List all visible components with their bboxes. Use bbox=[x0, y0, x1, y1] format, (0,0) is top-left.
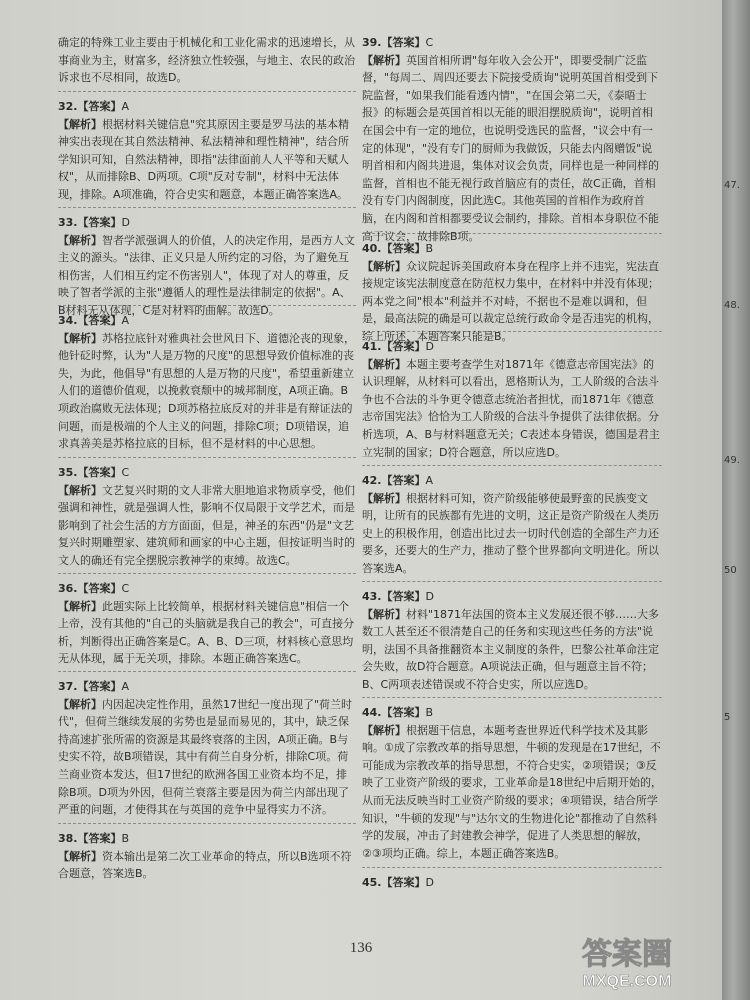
question-number: 33. bbox=[58, 216, 78, 229]
answer-value: A bbox=[121, 314, 130, 327]
analysis-label: 【解析】 bbox=[58, 849, 102, 863]
question-number: 32. bbox=[58, 100, 78, 113]
divider bbox=[58, 573, 356, 574]
answer-value: D bbox=[121, 216, 130, 229]
analysis-label: 【解析】 bbox=[58, 483, 102, 497]
answer-label: 【答案】 bbox=[381, 340, 426, 353]
answer-label: 【答案】 bbox=[77, 100, 122, 113]
divider bbox=[58, 823, 356, 824]
analysis-text: 苏格拉底针对雅典社会世风日下、道德沦丧的现象，他针砭时弊，认为"人是万物的尺度"的思想导致价值标准的丧失，为此，他倡导"有思想的人是万物的尺度"，希望重新建立人们的道德价值观，以挽救衰颓中的城邦制度，A项正确。B项政治腐败无法体现；D项苏格拉底反对的并非是有辩证法的问题，而是极端的个人主义的问题，排除C项；D项错误，追求真善美是苏格拉底的目标，但不是材料的中心思想。 bbox=[58, 331, 355, 451]
edge-mark: 49. bbox=[724, 455, 740, 466]
analysis-text: 资本输出是第二次工业革命的特点，所以B选项不符合题意，答案选B。 bbox=[58, 849, 352, 881]
analysis-label: 【解析】 bbox=[58, 117, 102, 131]
analysis-text: 本题主要考查学生对1871年《德意志帝国宪法》的认识理解，从材料可以看出，恩格斯认为，工人阶级的合法斗争也不合法的斗争更令德意志统治者担忧，而1871年《德意志帝国宪法》恰恰为工人阶级的合法斗争提供了法律依据。分析选项，A、B与材料题意无关；C表述本身错误，德国是君主立宪制的国家；D符合题意，所以应选D。 bbox=[362, 357, 660, 459]
analysis-text: 根据题干信息，本题考查世界近代科学技术及其影响。①成了宗教改革的指导思想，牛顿的发现是在17世纪，不可能成为宗教改革的指导思想，不符合史实，②项错误；③反映了工业资产阶级的要求，工业革命是18世纪中后期开始的，从而无法反映当时工业资产阶级的要求；④项错误，结合所学知识，"牛顿的发现"与"达尔文的生物进化论"都推动了自然科学的发展，冲击了封建教会神学，促进了人类思想的解放，②③项均正确。综上，本题正确答案选B。 bbox=[362, 723, 662, 860]
answer-label: 【答案】 bbox=[381, 876, 426, 889]
left-column bbox=[58, 0, 356, 884]
question-number: 40. bbox=[362, 242, 382, 255]
analysis-text: 此题实际上比较简单，根据材料关键信息"相信一个上帝，没有其他的"自己的头脑就是我自己的教会"，可直接分析，判断得出正确答案是C。A、B、D三项，材料核心意思均无从体现，属于无关项，排除。本题正确答案选C。 bbox=[58, 599, 355, 666]
question-number: 42. bbox=[362, 474, 382, 487]
page-number: 136 bbox=[349, 940, 373, 956]
answer-entry-43 bbox=[362, 588, 662, 694]
analysis-label: 【解析】 bbox=[362, 53, 406, 67]
answer-label: 【答案】 bbox=[77, 582, 122, 595]
divider bbox=[58, 671, 356, 672]
answer-value: A bbox=[121, 680, 130, 693]
analysis-label: 【解析】 bbox=[58, 599, 102, 613]
analysis-label: 【解析】 bbox=[362, 259, 406, 273]
continued-text: 确定的特殊工业主要由于机械化和工业化需求的迅速增长，从事商业为主，财富多，经济独立性较强，与地主、农民的政治诉求也不尽相同，故选D。 bbox=[58, 36, 355, 85]
question-number: 39. bbox=[362, 36, 382, 49]
analysis-text: 众议院起诉美国政府本身在程序上并不违宪，宪法直接规定该宪法制度意在防范权力集中，在材料中并没有体现；两本党之间"根本"利益并不对峙，不据也不是难以调和，但是，最高法院的确是可以裁定总统行政命令是否违宪的机构，综上所述，本题答案只能是B。 bbox=[362, 259, 659, 343]
question-number: 44. bbox=[362, 706, 382, 719]
answer-entry-42 bbox=[362, 472, 662, 578]
answer-label: 【答案】 bbox=[381, 242, 426, 255]
answer-value: C bbox=[425, 36, 434, 49]
watermark-logo bbox=[562, 934, 692, 992]
question-number: 38. bbox=[58, 832, 78, 845]
answer-entry-36 bbox=[58, 580, 356, 668]
answer-label: 【答案】 bbox=[381, 474, 426, 487]
answer-entry-34 bbox=[58, 312, 356, 454]
divider bbox=[58, 457, 356, 458]
edge-mark: 48. bbox=[724, 300, 740, 311]
answer-entry-41 bbox=[362, 338, 662, 462]
answer-label: 【答案】 bbox=[381, 706, 426, 719]
analysis-text: 根据材料关键信息"究其原因主要是罗马法的基本精神实出表现在其自然法精神、私法精神和理性精神"，结合所学知识可知，自然法精神，即指"法律面前人人平等和天赋人权"，从而排除B、D两项。C项"反对专制"，材料中无法体现，排除。A项准确，符合史实和题意，本题正确答案选A。 bbox=[58, 117, 350, 201]
answer-value: B bbox=[121, 832, 130, 845]
edge-mark: 5 bbox=[724, 712, 731, 723]
answer-label: 【答案】 bbox=[381, 590, 426, 603]
answer-entry-35 bbox=[58, 464, 356, 570]
analysis-label: 【解析】 bbox=[58, 233, 102, 247]
answer-label: 【答案】 bbox=[77, 832, 122, 845]
analysis-label: 【解析】 bbox=[362, 607, 406, 621]
analysis-text: 英国首相所谓"每年收入会公开"，即要受制广泛监督，"每周二、周四还要去下院接受质询"说明英国首相受到下院监督，"如果我们能看透内情"，"在国会第二天，《泰晤士报》的标题会是英国首相以无能的眼泪摆脱质询"，说明首相在国会中有一定的地位，也说明受选民的监督，"议会中有一定的体现"，"没有专门的厨师为我做饭，只能去内阁赠饭"说明首相和内阁共进退，集体对议会负责，同样也是一种同样的监督，首相也不能无视行政首脑应有的责任，故C正确，首相没有专门内阁制度，因此选C。其他英国的首相作为政府首脑，在内阁和首相都要受议会制约，排除。首相本身职位不能高于议会，故排除B项。 bbox=[362, 53, 659, 243]
answer-label: 【答案】 bbox=[77, 216, 122, 229]
divider bbox=[58, 91, 356, 92]
adjacent-page-edge bbox=[722, 0, 750, 1000]
answer-entry-33 bbox=[58, 214, 356, 317]
analysis-label: 【解析】 bbox=[362, 723, 406, 737]
answer-value: C bbox=[121, 582, 130, 595]
analysis-text: 文艺复兴时期的文人非常大胆地追求物质享受，他们强调和神性，就是强调人性，影响不仅局限于文学艺术，而是影响到了社会生活的方方面面，但是，神圣的东西"仍是"文艺复兴时期雕塑家、建筑师和画家的中心主题，但按证明当时的文人的确还有完全摆脱宗教神学的束缚。故选C。 bbox=[58, 483, 355, 567]
answer-value: A bbox=[425, 474, 434, 487]
answer-label: 【答案】 bbox=[77, 680, 122, 693]
answer-entry-44 bbox=[362, 704, 662, 864]
analysis-label: 【解析】 bbox=[362, 357, 406, 371]
answer-entry-38 bbox=[58, 830, 356, 884]
answer-label: 【答案】 bbox=[77, 466, 122, 479]
answer-entry-32 bbox=[58, 98, 356, 204]
analysis-text: 材料"1871年法国的资本主义发展还很不够……大多数工人甚至还不很清楚自己的任务和实现这些任务的方法"说明，法国不具备推翻资本主义制度的条件，巴黎公社革命注定会失败，故D符合题意。A项说法正确，但与题意主旨不符；B、C两项表述错误或不符合史实，所以应选D。 bbox=[362, 607, 660, 691]
edge-mark: 47. bbox=[724, 180, 740, 191]
answer-value: D bbox=[425, 340, 434, 353]
question-number: 35. bbox=[58, 466, 78, 479]
answer-value: C bbox=[121, 466, 130, 479]
analysis-label: 【解析】 bbox=[58, 697, 102, 711]
question-number: 36. bbox=[58, 582, 78, 595]
analysis-text: 智者学派强调人的价值，人的决定作用，是西方人文主义的源头。"法律、正义只是人所约定的习俗，为了避免互相伤害，人们相互约定不伤害别人"，体现了对人的尊重，反映了智者学派的主张"遵循人的理性是法律制定的依据"。A、B材料无从体现，C是对材料的曲解。故选D。 bbox=[58, 233, 355, 317]
divider bbox=[362, 581, 662, 582]
divider bbox=[362, 867, 662, 868]
question-number: 34. bbox=[58, 314, 78, 327]
answer-value: D bbox=[425, 590, 434, 603]
divider bbox=[362, 465, 662, 466]
answer-value: B bbox=[425, 242, 434, 255]
answer-entry-40 bbox=[362, 240, 662, 343]
question-number: 37. bbox=[58, 680, 78, 693]
answer-entry-39 bbox=[362, 34, 662, 243]
answer-value: A bbox=[121, 100, 130, 113]
analysis-text: 内因起决定性作用，虽然17世纪一度出现了"荷兰时代"，但荷兰继续发展的劣势也是显而易见的，其中，缺乏保持高速扩张所需的资源是其最终衰落的主因，A项正确。B与史实不符，故B项错误，其中有荷兰自身分析，排除C项。荷兰商业资本发达，但17世纪的欧洲各国工业资本均不足，排除B项。D项为外因，但荷兰衰落主要是因为荷兰内部出现了严重的问题，才使得其在与英国的竞争中显得实力不济。 bbox=[58, 697, 353, 817]
answer-entry-37 bbox=[58, 678, 356, 820]
watermark-title: 答案圈 bbox=[582, 937, 672, 972]
analysis-text: 根据材料可知，资产阶级能够使最野蛮的民族变文明，让所有的民族都有先进的文明，这正是资产阶级在人类历史上的积极作用，创造出比过去一切时代创造的全部生产力还要多，还要大的生产力，推动了整个世界都向文明进化。所以答案选A。 bbox=[362, 491, 659, 575]
divider bbox=[362, 697, 662, 698]
answer-entry-45 bbox=[362, 874, 662, 892]
right-column bbox=[362, 0, 662, 892]
divider bbox=[58, 207, 356, 208]
analysis-label: 【解析】 bbox=[362, 491, 406, 505]
answer-value: B bbox=[425, 706, 434, 719]
analysis-label: 【解析】 bbox=[58, 331, 102, 345]
edge-mark: 50 bbox=[724, 565, 737, 576]
question-number: 45. bbox=[362, 876, 382, 889]
watermark-url: MXQE.COM bbox=[582, 973, 672, 990]
answer-label: 【答案】 bbox=[77, 314, 122, 327]
question-number: 41. bbox=[362, 340, 382, 353]
answer-label: 【答案】 bbox=[381, 36, 426, 49]
answer-value: D bbox=[425, 876, 434, 889]
question-number: 43. bbox=[362, 590, 382, 603]
